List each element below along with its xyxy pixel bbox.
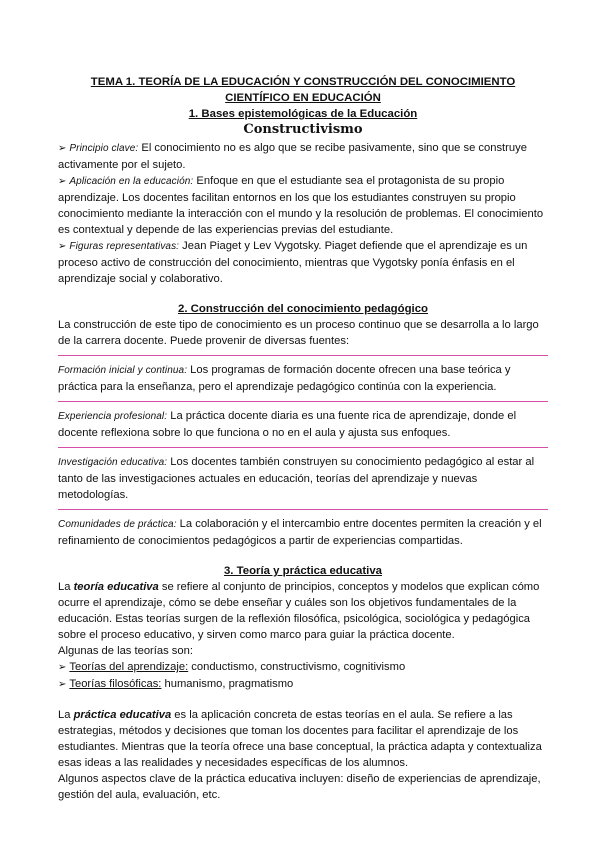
source-text: Los docentes también construyen su conocimiento pedagógico al estar al tanto de las investigaciones actuales en educación, teorías del aprendizaje y nuevas metodologías. [58,456,535,501]
bullet-label: Aplicación en la educación: [69,176,194,187]
theory-label: Teorías filosóficas: [69,678,162,690]
document-title: TEMA 1. TEORÍA DE LA EDUCACIÓN Y CONSTRUCCIÓN DEL CONOCIMIENTO CIENTÍFICO EN EDUCACIÓN [90,76,516,104]
theory-text: humanismo, pragmatismo [161,678,294,690]
practica-term: práctica educativa [73,709,172,721]
source-label: Experiencia profesional: [58,411,168,422]
bullet-text: Enfoque en que el estudiante sea el protagonista de su propio aprendizaje. Los docentes facilitan entornos en los que los estudiantes construyen su propio conocimiento mediante la interacción con el mundo y la resolución de problemas. El conocimiento es contextual y depende de las experiencias previas del estudiante. [58,175,544,236]
bullet-principio [58,140,548,173]
practica-paragraph [58,707,548,771]
source-text: Los programas de formación docente ofrecen una base teórica y práctica para la enseñanza, pero el aprendizaje pedagógico continúa con la experiencia. [58,364,511,393]
arrow-bullet-icon: ➢ [58,241,67,252]
source-investigacion [58,454,548,503]
source-label: Investigación educativa: [58,457,168,468]
source-experiencia [58,408,548,441]
bullet-text: El conocimiento no es algo que se recibe pasivamente, sino que se construye activamente por el sujeto. [58,142,527,171]
arrow-bullet-icon: ➢ [58,176,67,187]
bullet-text: Jean Piaget y Lev Vygotsky. Piaget defiende que el aprendizaje es un proceso activo de construcción del conocimiento, mientras que Vygotsky ponía énfasis en el aprendizaje social y colaborativo. [58,240,528,285]
divider [58,447,548,448]
source-text: La práctica docente diaria es una fuente rica de aprendizaje, donde el docente reflexiona sobre lo que funciona o no en el aula y ajusta sus enfoques. [58,410,517,439]
aspectos-paragraph: Algunos aspectos clave de la práctica educativa incluyen: diseño de experiencias de aprendizaje, gestión del aula, evaluación, etc. [58,773,541,801]
bullet-label: Principio clave: [69,143,139,154]
section-1-subheading: Constructivismo [243,122,363,137]
divider [58,355,548,356]
arrow-bullet-icon: ➢ [58,679,67,690]
source-label: Formación inicial y continua: [58,365,188,376]
source-text: La colaboración y el intercambio entre docentes permiten la creación y el refinamiento de conocimientos pedagógicos a partir de experiencias compartidas. [58,518,542,547]
theories-intro: Algunas de las teorías son: [58,645,193,657]
page-content [58,74,548,803]
section-2-heading: 2. Construcción del conocimiento pedagógico [178,303,428,315]
text-run: La [58,581,74,593]
source-label: Comunidades de práctica: [58,519,177,530]
source-comunidades [58,516,548,549]
divider [58,401,548,402]
section-3-heading: 3. Teoría y práctica educativa [223,565,383,577]
teoria-term: teoría educativa [73,581,159,593]
section-2-intro: La construcción de este tipo de conocimiento es un proceso continuo que se desarrolla a lo largo de la carrera docente. Puede provenir de diversas fuentes: [58,319,539,347]
theory-text: conductismo, constructivismo, cognitivismo [188,661,406,673]
theory-label: Teorías del aprendizaje: [69,661,189,673]
text-run: es la aplicación concreta de estas teorías en el aula. Se refiere a las estrategias, métodos y decisiones que toman los docentes para facilitar el aprendizaje de los estudiantes. Mientras que la teoría ofrece una base conceptual, la práctica adapta y contextualiza esas ideas a las realidades y necesidades específicas de los alumnos. [58,709,542,769]
divider [58,509,548,510]
source-formacion [58,362,548,395]
arrow-bullet-icon: ➢ [58,143,67,154]
text-run: se refiere al conjunto de principios, conceptos y modelos que explican cómo ocurre el aprendizaje, cómo se debe enseñar y cuáles son los objetivos fundamentales de la educación. Estas teorías surgen de la reflexión filosófica, psicológica, sociológica y pedagógica sobre el proceso educativo, y sirven como marco para guiar la práctica docente. [58,581,540,641]
bullet-label: Figuras representativas: [69,241,180,252]
theory-filosoficas [58,676,548,693]
arrow-bullet-icon: ➢ [58,662,67,673]
section-1-heading: 1. Bases epistemológicas de la Educación [188,108,418,120]
teoria-paragraph [58,579,548,643]
bullet-aplicacion [58,173,548,238]
theory-aprendizaje [58,659,548,676]
bullet-figuras [58,238,548,287]
text-run: La [58,709,74,721]
